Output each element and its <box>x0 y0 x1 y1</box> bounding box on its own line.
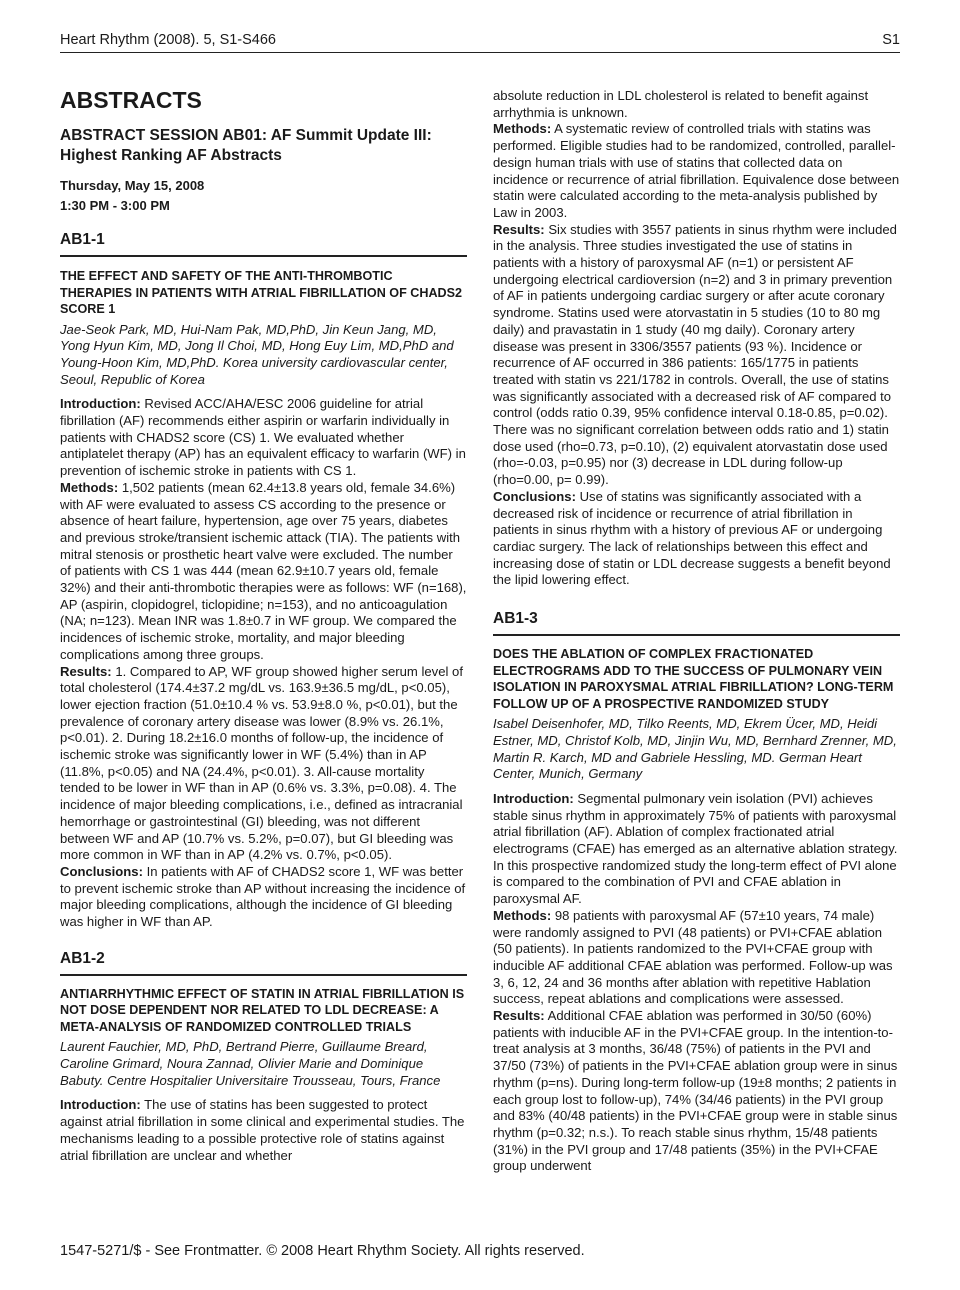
abstract-title: THE EFFECT AND SAFETY OF THE ANTI-THROMBOTIC THERAPIES IN PATIENTS WITH ATRIAL FIBRILLATION OF CHADS2 SCORE 1 <box>60 269 463 316</box>
results-paragraph <box>493 222 900 489</box>
section-label: Introduction: <box>60 396 141 412</box>
abstract-ab1-1 <box>60 230 467 931</box>
section-text: 1. Compared to AP, WF group showed higher serum level of total cholesterol (174.4±37.2 mg/dL vs. 163.9±36.5 mg/dL, p<0.05), lower ejection fraction (51.0±10.4 % vs. 53.9±8.0 %, p<0.01), but the prevalence of coronary artery disease was lower (8.9% vs. 26.1%, p<0.01). 2. During 18.2±16.0 months of follow-up, the incidence of ischemic stroke was significantly lower in WF (5.4%) than in AP (11.8%, p<0.05) and NA (24.4%, p<0.01). 3. All-cause mortality tended to be lower in WF than in AP (0.6% vs. 3.3%, p=0.08). 4. The incidence of major bleeding complications, i.e., defined as intracranial hemorrhage or gastrointestinal (GI) bleeding, was not different between WF and AP (10.7% vs. 5.2%, p=0.07), but GI bleeding was more common in WF than in AP (4.2% vs. 0.7%, p<0.05). <box>60 663 463 863</box>
section-text: Segmental pulmonary vein isolation (PVI) achieves stable sinus rhythm in approximately 75% of patients with paroxysmal atrial fibrillation (AF). Ablation of complex fractionated atrial electrograms (CFAE) has emerged as an alternative ablation strategy. In this prospective randomized study the long-term effect of PVI alone is compared to the combination of PVI and CFAE ablation in paroxysmal AF. <box>493 790 898 907</box>
introduction-paragraph <box>60 396 467 480</box>
results-paragraph <box>493 1008 900 1175</box>
methods-paragraph <box>60 480 467 664</box>
abstract-title: ANTIARRHYTHMIC EFFECT OF STATIN IN ATRIAL FIBRILLATION IS NOT DOSE DEPENDENT NOR RELATED TO LDL DECREASE: A META-ANALYSIS OF RANDOMIZED CONTROLLED TRIALS <box>60 986 465 1034</box>
journal-citation: Heart Rhythm (2008). 5, S1-S466 <box>60 32 276 48</box>
section-text: 98 patients with paroxysmal AF (57±10 years, 74 male) were randomly assigned to PVI (48 patients) or PVI+CFAE ablation (50 patients). In patients randomized to the PVI+CFAE group with inducible AF additional CFAE ablation was performed. Follow-up was 3, 6, 12, 24 and 36 months after ablation with repetitive Hablation success, repeat ablations and complications were assessed. <box>493 907 893 1007</box>
section-label: Introduction: <box>60 1097 141 1113</box>
section-title: ABSTRACTS <box>60 87 202 113</box>
section-label: Results: <box>493 1008 545 1024</box>
author-list: Laurent Fauchier, MD, PhD, Bertrand Pierre, Guillaume Breard, Caroline Grimard, Noura Zannad, Olivier Marie and Dominique Babuty. Centre Hospitalier Universitaire Trousseau, Tours, France <box>60 1039 441 1088</box>
methods-paragraph <box>493 908 900 1008</box>
abstract-id: AB1-2 <box>60 949 467 976</box>
section-text: 1,502 patients (mean 62.4±13.8 years old, female 34.6%) with AF were evaluated to assess CS according to the presence or absence of heart failure, hypertension, age over 75 years, diabetes and previous stroke/transient ischemic attack (TIA). The patients with mitral stenosis or prosthetic heart valve were excluded. The number of patients with CS 1 was 444 (mean 62.9±10.7 years old, female 32%) and their anti-thrombotic therapies were as follows: WF (n=168), AP (aspirin, clopidogrel, ticlopidine; n=153), and no anticoagulation (NA; n=123). Mean INR was 1.8±0.7 in WF group. We compared the incidences of ischemic stroke, mortality, and major bleeding complications among three groups. <box>60 479 467 662</box>
section-label: Results: <box>60 663 112 679</box>
left-column <box>60 86 467 1164</box>
introduction-paragraph <box>60 1097 467 1164</box>
methods-paragraph <box>493 121 900 221</box>
section-label: Introduction: <box>493 790 574 806</box>
abstract-id: AB1-1 <box>60 230 467 257</box>
introduction-continued: absolute reduction in LDL cholesterol is related to benefit against arrhythmia is unknown. <box>493 88 869 120</box>
section-text: The use of statins has been suggested to protect against atrial fibrillation in some clinical and experimental studies. The mechanisms leading to a possible protective role of statins against atrial fibrillation are unclear and whether <box>60 1097 465 1163</box>
right-column <box>493 88 900 1175</box>
copyright-footer: 1547-5271/$ - See Frontmatter. © 2008 Heart Rhythm Society. All rights reserved. <box>60 1243 585 1259</box>
session-date: Thursday, May 15, 2008 <box>60 178 205 193</box>
section-label: Conclusions: <box>493 488 576 504</box>
abstract-title: DOES THE ABLATION OF COMPLEX FRACTIONATED ELECTROGRAMS ADD TO THE SUCCESS OF PULMONARY VEIN ISOLATION IN PAROXYSMAL ATRIAL FIBRILLATION? LONG-TERM FOLLOW UP OF A PROSPECTIVE RANDOMIZED STUDY <box>493 647 894 711</box>
introduction-paragraph <box>493 791 900 908</box>
conclusions-paragraph <box>493 489 900 589</box>
abstract-ab1-2-continued <box>493 88 900 589</box>
abstract-ab1-2 <box>60 949 467 1164</box>
results-paragraph <box>60 664 467 864</box>
section-text: Revised ACC/AHA/ESC 2006 guideline for atrial fibrillation (AF) recommends either aspirin or warfarin individually in patients with CHADS2 score (CS) 1. We evaluated whether antiplatelet therapy (AP) has an equivalent efficacy to warfarin (WF) in prevention of ischemic stroke in patients with CS 1. <box>60 396 466 479</box>
page-number: S1 <box>882 32 900 48</box>
running-head <box>60 30 900 53</box>
abstract-ab1-3 <box>493 609 900 1175</box>
author-list: Isabel Deisenhofer, MD, Tilko Reents, MD, Ekrem Ücer, MD, Heidi Estner, MD, Christof Kolb, MD, Jinjin Wu, MD, Bernhard Zrenner, MD, Martin R. Karch, MD and Gabriele Hessling, MD. German Heart Center, Munich, Germany <box>493 716 897 782</box>
section-label: Methods: <box>493 907 552 923</box>
section-label: Methods: <box>493 121 552 137</box>
conclusions-paragraph <box>60 864 467 931</box>
section-text: Use of statins was significantly associated with a decreased risk of incidence or recurrence of atrial fibrillation in patients in sinus rhythm with a history of previous AF or undergoing cardiac surgery. The lack of relationships between this effect and increasing dose of statin or LDL decrease suggests a benefit beyond the lipid lowering effect. <box>493 488 891 588</box>
abstract-id: AB1-3 <box>493 609 900 636</box>
section-text: Additional CFAE ablation was performed in 30/50 (60%) patients with inducible AF in the PVI+CFAE group. In the intention-to-treat analysis at 3 months, 36/48 (75%) of patients in the PVI and 37/50 (73%) of patients in the PVI+CFAE ablation group were in sinus rhythm (p=ns). During long-term follow-up (19±8 months; 2 patients in each group lost to follow-up), 74% (34/46 patients) in the PVI group and 83% (40/48 patients) in the PVI+CFAE group were in stable sinus rhythm (p=0.32; n.s.). To reach stable sinus rhythm, 15/48 patients (31%) in the PVI group and 17/48 patients (35%) in the PVI+CFAE group underwent <box>493 1008 898 1174</box>
session-title: ABSTRACT SESSION AB01: AF Summit Update III: Highest Ranking AF Abstracts <box>60 127 432 164</box>
section-label: Conclusions: <box>60 864 143 879</box>
section-text: In patients with AF of CHADS2 score 1, WF was better to prevent ischemic stroke than AP without increasing the incidence of major bleeding complications, although the incidence of GI bleeding was higher in WF than AP. <box>60 864 466 930</box>
section-label: Methods: <box>60 479 119 495</box>
section-text: Six studies with 3557 patients in sinus rhythm were included in the analysis. Three studies investigated the use of statins in patients with a history of paroxysmal AF (n=1) or persistent AF undergoing electrical cardioversion (n=2) and 3 in primary prevention of AF in patients undergoing cardiac surgery or after acute coronary syndrome. Statins used were atorvastatin in 5 studies (10 to 80 mg daily) and pravastatin in 1 study (40 mg daily). Coronary artery disease was present in 3306/3557 patients (93 %). Incidence or recurrence of AF occurred in 386 patients: 165/1775 in patients treated with statin vs 221/1782 in controls. Overall, the use of statins was significantly associated with a decreased risk of AF compared to control (odds ratio 0.39, 95% confidence interval 0.18-0.85, p=0.02). There was no significant correlation between odds ratio and 1) statin dose used (rho=0.73, p=0.10), (2) equivalent atorvastatin dose used (rho=-0.03, p=0.95) nor (3) decrease in LDL during follow-up (rho=0.00, p= 0.99). <box>493 221 897 488</box>
session-time: 1:30 PM - 3:00 PM <box>60 198 170 213</box>
section-text: A systematic review of controlled trials with statins was performed. Eligible studies had to be randomized, controlled, parallel-design human trials with use of statins that collected data on incidence or recurrence of atrial fibrillation. Equivalence dose between statin were calculated according to the meta-analysis published by Law in 2003. <box>493 121 900 220</box>
section-label: Results: <box>493 221 545 237</box>
author-list: Jae-Seok Park, MD, Hui-Nam Pak, MD,PhD, Jin Keun Jang, MD, Yong Hyun Kim, MD, Jong Il Choi, MD, Hong Euy Lim, MD,PhD and Young-Hoon Kim, MD,PhD. Korea university cardiovascular center, Seoul, Republic of Korea <box>60 321 454 387</box>
